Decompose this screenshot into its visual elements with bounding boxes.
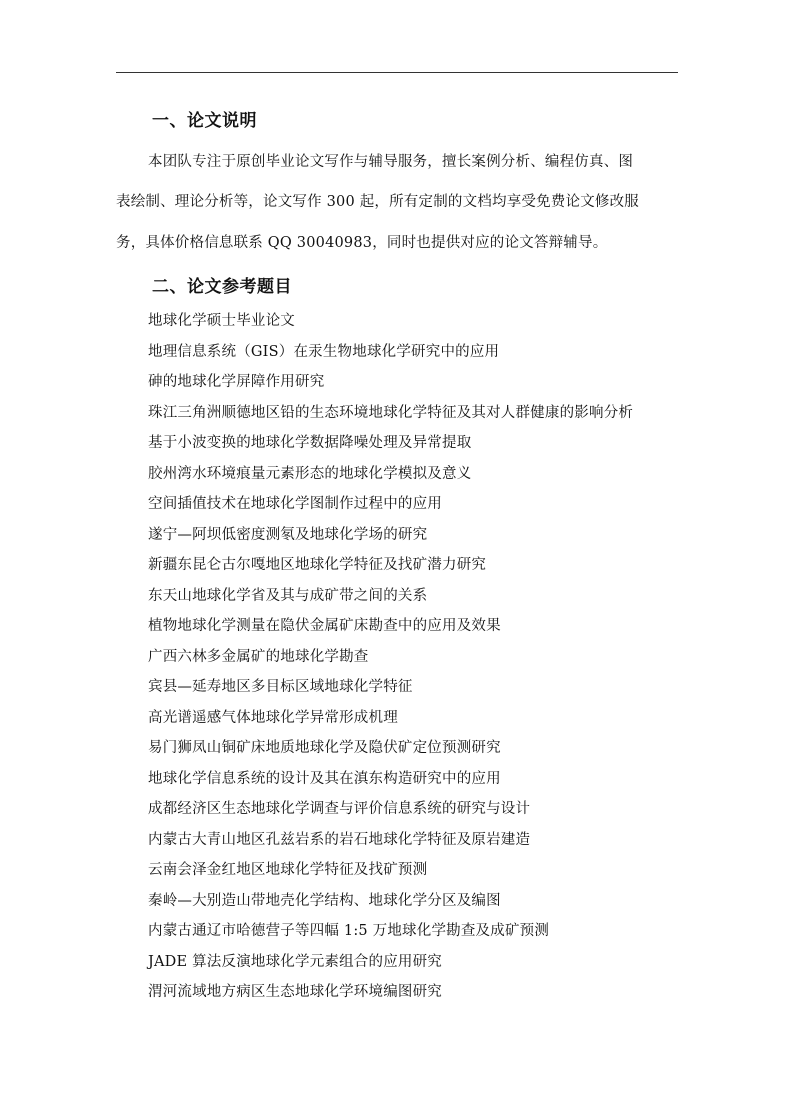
topic-item: 宾县—延寿地区多目标区域地球化学特征 [148, 679, 413, 695]
section-heading-reference-topics: 二、论文参考题目 [152, 277, 292, 297]
topic-item: 新疆东昆仑古尔嘎地区地球化学特征及找矿潜力研究 [148, 557, 487, 573]
topic-item: 东天山地球化学省及其与成矿带之间的关系 [148, 587, 428, 604]
intro-paragraph-line: 表绘制、理论分析等，论文写作 300 起，所有定制的文档均享受免费论文修改服 [116, 194, 639, 210]
topic-item: 内蒙古通辽市哈德营子等四幅 1:5 万地球化学勘查及成矿预测 [148, 923, 550, 939]
topic-item: 地球化学硕士毕业论文 [148, 313, 295, 329]
topic-item: 砷的地球化学屏障作用研究 [148, 374, 325, 390]
topic-item: JADE 算法反演地球化学元素组合的应用研究 [148, 953, 443, 970]
topic-item: 易门狮凤山铜矿床地质地球化学及隐伏矿定位预测研究 [148, 740, 501, 756]
topic-item: 广西六林多金属矿的地球化学勘查 [148, 648, 369, 665]
topic-item: 渭河流域地方病区生态地球化学环境编图研究 [148, 984, 442, 1000]
topic-item: 地理信息系统（GIS）在汞生物地球化学研究中的应用 [148, 343, 500, 360]
intro-paragraph-line: 本团队专注于原创毕业论文写作与辅导服务，擅长案例分析、编程仿真、图 [148, 154, 634, 170]
topic-item: 云南会泽金红地区地球化学特征及找矿预测 [148, 862, 428, 878]
header-rule [116, 72, 678, 73]
topic-item: 空间插值技术在地球化学图制作过程中的应用 [148, 496, 442, 512]
topic-item: 遂宁—阿坝低密度测氡及地球化学场的研究 [148, 526, 428, 543]
topic-item: 成都经济区生态地球化学调查与评价信息系统的研究与设计 [148, 801, 531, 817]
topic-item: 地球化学信息系统的设计及其在滇东构造研究中的应用 [148, 770, 501, 787]
intro-paragraph-line: 务，具体价格信息联系 QQ 30040983，同时也提供对应的论文答辩辅导。 [116, 235, 608, 251]
topic-item: 内蒙古大青山地区孔兹岩系的岩石地球化学特征及原岩建造 [148, 831, 531, 848]
topic-item: 植物地球化学测量在隐伏金属矿床勘查中的应用及效果 [148, 618, 501, 634]
topic-list [148, 311, 633, 1013]
topic-item: 胶州湾水环境痕量元素形态的地球化学模拟及意义 [148, 465, 472, 482]
section-heading-thesis-description: 一、论文说明 [152, 111, 257, 131]
topic-item: 高光谱遥感气体地球化学异常形成机理 [148, 709, 398, 726]
topic-item: 珠江三角洲顺德地区铅的生态环境地球化学特征及其对人群健康的影响分析 [148, 404, 634, 421]
topic-item: 基于小波变换的地球化学数据降噪处理及异常提取 [148, 435, 472, 451]
topic-item: 秦岭—大别造山带地壳化学结构、地球化学分区及编图 [148, 892, 501, 909]
